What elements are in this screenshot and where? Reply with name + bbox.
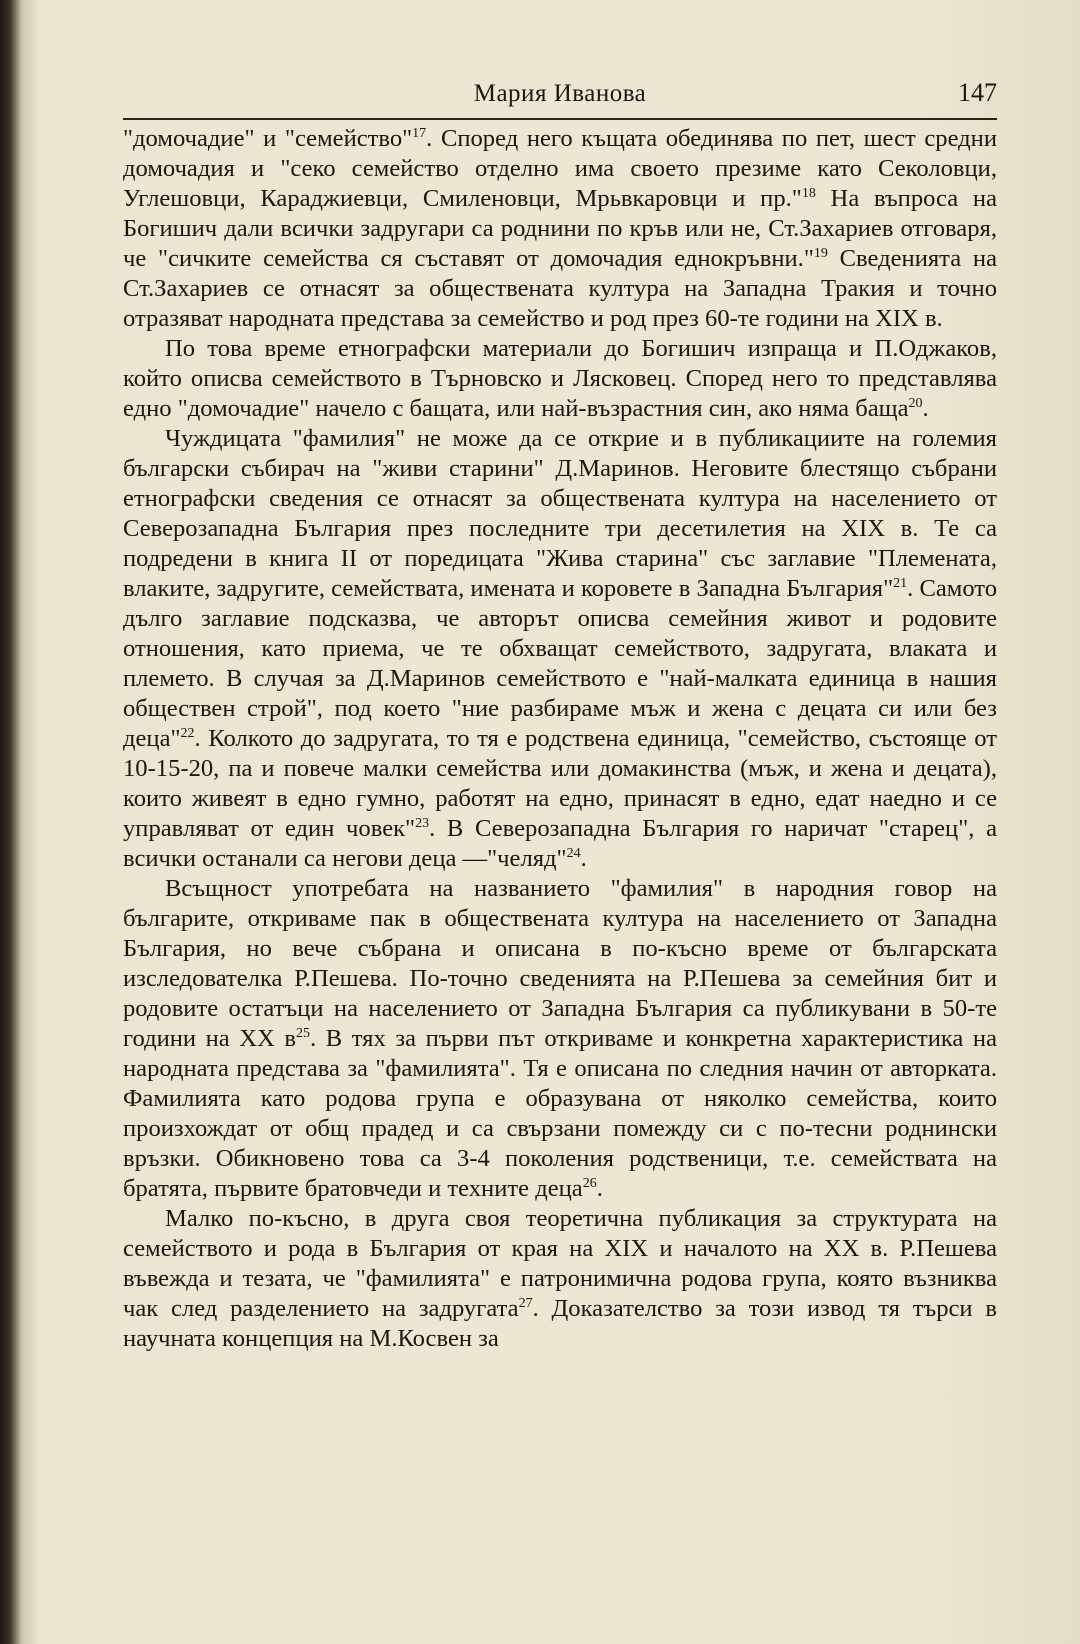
text-run: . Колкото до задругата, то тя е родствена единица, "семейство, състояще от 10-15-20, па и повече малки семейства или домакинства (мъж, и жена и децата), които живеят в едно гумно, работят на едно, принасят в едно, едат наедно и се управляват от един човек"	[123, 725, 997, 842]
running-head-author: Мария Иванова	[473, 80, 647, 107]
footnote-ref: 20	[908, 396, 923, 411]
footnote-ref: 19	[813, 246, 828, 261]
paragraph	[123, 874, 997, 1204]
text-run: Всъщност употребата на названието "фамилия" в народния говор на българите, откриваме пак в обществената култура на населението от Западна България, но вече събрана и описана в по-късно време от българската изследователка Р.Пешева. По-точно сведенията на Р.Пешева за семейния бит и родовите остатъци на населението от Западна България са публикувани в 50-те години на XX в	[123, 875, 997, 1052]
footnote-ref: 22	[180, 726, 195, 741]
book-page	[123, 72, 997, 1354]
text-run: .	[580, 845, 587, 872]
text-run: "домочадие" и "семейство"	[123, 125, 413, 152]
text-run: . Самото дълго заглавие подсказва, че авторът описва семейния живот и родовите отношения, като приема, че те обхващат семейството, задругата, влаката и племето. В случая за Д.Маринов семейството е "най-малката единица в нашия обществен строй", под което "ние разбираме мъж и жена с децата си или без деца"	[123, 575, 998, 752]
page-number: 147	[958, 78, 997, 107]
footnote-ref: 18	[801, 186, 816, 201]
footnote-ref: 23	[415, 816, 430, 831]
text-run: Малко по-късно, в друга своя теоретична публикация за структурата на семейството и рода в България от края на XIX и началото на XX в. Р.Пешева въвежда и тезата, че "фамилията" е патронимична родова група, която възниква чак след разделението на задругата	[123, 1205, 997, 1322]
paragraph	[123, 1204, 997, 1354]
text-run: .	[596, 1175, 603, 1202]
paragraph	[123, 334, 997, 424]
text-run: На въпроса на Богишич дали всички задругари са роднини по кръв или не, Ст.Захариев отговаря, че "сичките семейства ся съставят от домочадия еднокръвни."	[123, 185, 997, 272]
text-run: Сведенията на Ст.Захариев се отнасят за обществената култура на Западна Тракия и точно отразяват народната представа за семейство и род през 60-те години на XIX в.	[123, 245, 997, 332]
text-run: .	[922, 395, 929, 422]
text-run: По това време етнографски материали до Богишич изпраща и П.Оджаков, който описва семейството в Търновско и Лясковец. Според него то представлява едно "домочадие" начело с бащата, или най-възрастния син, ако няма баща	[123, 335, 997, 422]
footnote-ref: 25	[296, 1026, 311, 1041]
paragraph	[123, 124, 997, 334]
body-text	[123, 124, 997, 1354]
text-run: Чуждицата "фамилия" не може да се открие и в публикациите на големия български събирач на "живи старини" Д.Маринов. Неговите блестящо събрани етнографски сведения се отнасят за обществената култура на населението от Северозападна България през последните три десетилетия на XIX в. Те са подредени в книга II от поредицата "Жива старина" със заглавие "Племената, влаките, задругите, семействата, имената и коровете в Западна България"	[123, 425, 997, 602]
footnote-ref: 24	[566, 846, 581, 861]
footnote-ref: 21	[893, 576, 908, 591]
page-header	[123, 72, 997, 120]
footnote-ref: 26	[582, 1176, 597, 1191]
paragraph	[123, 424, 997, 874]
text-run: . Доказателство за този извод тя търси в научната концепция на М.Косвен за	[123, 1295, 997, 1352]
footnote-ref: 27	[518, 1296, 533, 1311]
text-run: . Според него къщата обединява по пет, шест средни домочадия и "секо семейство отделно има своето презиме като Секоловци, Углешовци, Караджиевци, Смиленовци, Мрьвкаровци и пр."	[123, 125, 997, 212]
footnote-ref: 17	[412, 126, 427, 141]
text-run: . В Северозападна България го наричат "старец", а всички останали са негови деца —"челяд"	[123, 815, 997, 872]
text-run: . В тях за първи път откриваме и конкретна характеристика на народната представа за "фамилията". Тя е описана по следния начин от авторката. Фамилията като родова група е образувана от няколко семейства, които произхождат от общ прадед и са свързани помежду си с по-тесни роднински връзки. Обикновено това са 3-4 поколения родственици, т.е. семействата на братята, първите братовчеди и техните деца	[123, 1025, 998, 1202]
